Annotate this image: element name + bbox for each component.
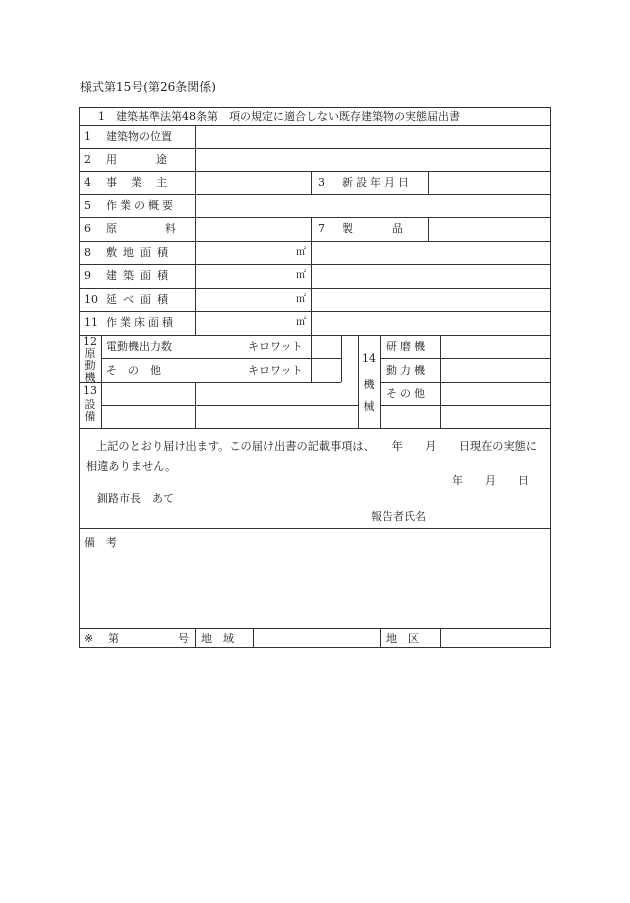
- building-location-label: 建築物の位置: [106, 130, 172, 143]
- addressee: 釧路市長 あて: [97, 492, 174, 505]
- new-establishment-date-label: 新設年月日: [342, 176, 412, 189]
- site-area-label: 敷地面積: [106, 246, 174, 259]
- row-8-number: 8: [84, 246, 91, 259]
- number-suffix: 号: [178, 632, 189, 645]
- district-label: 地 区: [386, 632, 419, 645]
- row-3-number: 3: [318, 176, 325, 189]
- product-label: 製 品: [342, 222, 417, 235]
- total-floor-area-label: 延べ面積: [106, 293, 174, 306]
- business-owner-label: 事業主: [106, 176, 181, 189]
- motor-output-unit: キロワット: [248, 340, 303, 353]
- remarks-label: 備 考: [84, 536, 117, 549]
- work-floor-area-label: 作業床面積: [106, 316, 176, 329]
- motor-number: 12: [83, 335, 97, 348]
- row-11-number: 11: [84, 316, 98, 329]
- row-1-number: 1: [84, 130, 91, 143]
- row-9-number: 9: [84, 269, 91, 282]
- raw-material-label: 原料: [106, 222, 224, 235]
- declaration-text: 上記のとおり届け出ます。この届け出書の記載事項は、 年 月 日現在の実態に相違ありません。: [86, 440, 538, 473]
- building-area-label: 建築面積: [106, 269, 174, 282]
- motor-other-unit: キロワット: [248, 364, 303, 377]
- usage-label: 用 途: [106, 153, 181, 166]
- building-area-unit: ㎡: [296, 270, 306, 281]
- row-5-number: 5: [84, 199, 91, 212]
- machine-label: 機械: [363, 378, 375, 413]
- site-area-unit: ㎡: [296, 247, 306, 258]
- zone-label: 地 域: [201, 632, 234, 645]
- equipment-label: 設備: [84, 398, 96, 423]
- motor-other-label: そ の 他: [106, 364, 161, 377]
- power-machine-label: 動力機: [386, 364, 428, 377]
- equipment-number: 13: [83, 384, 97, 397]
- row-2-number: 2: [84, 153, 91, 166]
- reporter-name-label: 報告者氏名: [371, 510, 426, 523]
- row-7-number: 7: [318, 222, 325, 235]
- work-overview-label: 作業の概要: [106, 199, 176, 212]
- declaration-date: 年 月 日: [452, 474, 529, 487]
- total-floor-area-unit: ㎡: [296, 294, 306, 305]
- motor-label: 原動機: [84, 347, 96, 384]
- office-use-mark: ※: [84, 632, 94, 645]
- row-6-number: 6: [84, 222, 91, 235]
- row-10-number: 10: [84, 293, 98, 306]
- grinding-machine-label: 研磨機: [386, 340, 428, 353]
- number-prefix: 第: [108, 632, 119, 645]
- form-number-label: 様式第15号(第26条関係): [80, 80, 216, 94]
- other-machine-label: その他: [386, 387, 428, 400]
- machine-number: 14: [362, 352, 376, 365]
- row-4-number: 4: [84, 176, 91, 189]
- work-floor-area-unit: ㎡: [296, 317, 306, 328]
- form-title: 1 建築基準法第48条第 項の規定に適合しない既存建築物の実態届出書: [98, 110, 460, 123]
- motor-output-label: 電動機出力数: [106, 340, 172, 353]
